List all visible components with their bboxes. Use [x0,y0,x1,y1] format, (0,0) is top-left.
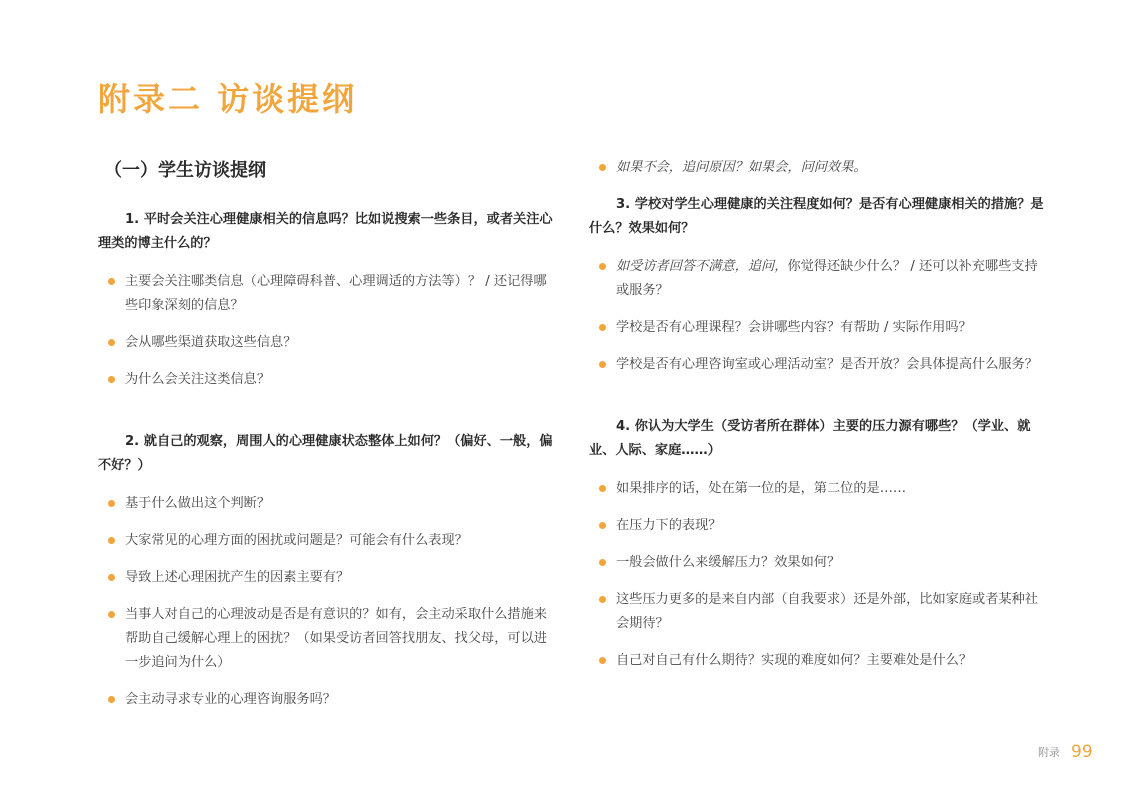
question-group-3 [589,193,1045,377]
list-item [98,492,554,516]
list-item [589,588,1045,636]
list-item [98,688,554,712]
list-item-text: 主要会关注哪类信息（心理障碍科普、心理调适的方法等）？ / 还记得哪些印象深刻的信息？ [125,274,547,313]
list-item [589,353,1045,377]
list-item [98,368,554,392]
bullet-dot-icon [108,611,115,618]
list-item-text: 会从哪些渠道获取这些信息？ [125,335,297,350]
list-item [589,649,1045,673]
list-item [589,255,1045,303]
right-column [589,156,1045,686]
bullet-dot-icon [599,361,606,368]
question-group-4 [589,415,1045,673]
bullet-dot-icon [108,574,115,581]
list-item [589,551,1045,575]
bullet-dot-icon [599,657,606,664]
bullet-dot-icon [599,559,606,566]
list-item-text: 学校是否有心理课程？会讲哪些内容？有帮助 / 实际作用吗？ [616,320,972,335]
bullet-dot-icon [599,324,606,331]
question-1-bullets [98,270,554,392]
bullet-dot-icon [599,522,606,529]
footer-section-label: 附录 [1038,746,1060,759]
question-1: 1. 平时会关注心理健康相关的信息吗？比如说搜索一些条目，或者关注心理类的博主什么的？ [98,212,553,251]
left-column [98,208,554,725]
bullet-dot-icon [599,263,606,270]
list-item [98,529,554,553]
question-4: 4. 你认为大学生（受访者所在群体）主要的压力源有哪些？（学业、就业、人际、家庭……） [589,419,1031,458]
bullet-dot-icon [108,278,115,285]
bullet-dot-icon [599,485,606,492]
list-item-text: 基于什么做出这个判断？ [125,496,271,511]
bullet-dot-icon [108,339,115,346]
list-item-text: 一般会做什么来缓解压力？效果如何？ [616,555,841,570]
question-3-bullets [589,255,1045,377]
section-title: （一）学生访谈提纲 [104,160,266,181]
question-3: 3. 学校对学生心理健康的关注程度如何？是否有心理健康相关的措施？是什么？效果如何？ [589,197,1044,236]
list-item [589,316,1045,340]
bullet-dot-icon [108,537,115,544]
list-item-text: 学校是否有心理咨询室或心理活动室？是否开放？会具体提高什么服务？ [616,357,1038,372]
bullet-dot-icon [599,164,606,171]
list-item-text: 这些压力更多的是来自内部（自我要求）还是外部，比如家庭或者某种社会期待？ [616,592,1038,631]
list-item [98,603,554,675]
list-item [98,331,554,355]
page-number: 99 [1071,742,1093,762]
list-item [589,514,1045,538]
bullet-dot-icon [108,696,115,703]
bullet-dot-icon [108,500,115,507]
list-item-text: 会主动寻求专业的心理咨询服务吗？ [125,692,336,707]
list-item-text: 你觉得还缺少什么？ / 还可以补充哪些支持或服务？ [616,259,1038,298]
list-item [589,156,1045,180]
list-item-italic-text: 如受访者回答不满意，追问， [616,259,788,274]
list-item-text: 当事人对自己的心理波动是否是有意识的？如有，会主动采取什么措施来帮助自己缓解心理上的困扰？（如果受访者回答找朋友、找父母，可以进一步追问为什么） [125,607,547,670]
question-4-bullets [589,477,1045,673]
list-item-text: 如果排序的话，处在第一位的是，第二位的是…… [616,481,907,496]
list-item-text: 自己对自己有什么期待？实现的难度如何？主要难处是什么？ [616,653,973,668]
bullet-dot-icon [599,596,606,603]
list-item-text: 在压力下的表现？ [616,518,722,533]
list-item [98,566,554,590]
question-group-2 [98,430,554,712]
question-group-1 [98,208,554,392]
list-item-text: 如果不会，追问原因？如果会，问问效果。 [616,160,867,175]
list-item [589,477,1045,501]
list-item-text: 导致上述心理困扰产生的因素主要有？ [125,570,350,585]
question-2-bullets [98,492,554,712]
bullet-dot-icon [108,376,115,383]
list-item [98,270,554,318]
question-2: 2. 就自己的观察，周围人的心理健康状态整体上如何？（偏好、一般，偏不好？） [98,434,553,473]
list-item-text: 为什么会关注这类信息？ [125,372,271,387]
continued-bullets [589,156,1045,180]
page-title: 附录二 访谈提纲 [98,80,358,118]
list-item-text: 大家常见的心理方面的困扰或问题是？可能会有什么表现？ [125,533,468,548]
